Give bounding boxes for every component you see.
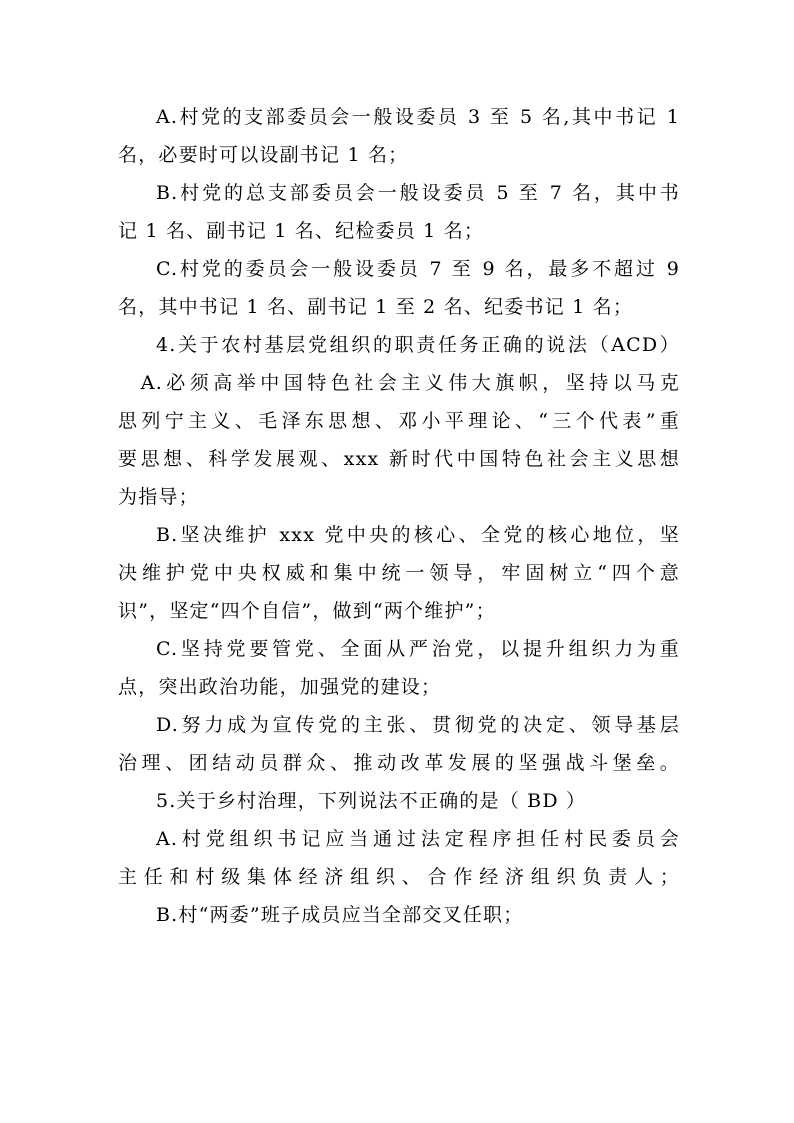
text-line: 要思想、科学发展观、xxx 新时代中国特色社会主义思想 [118, 448, 680, 470]
text-line: A.村党组织书记应当通过法定程序担任村民委员会 [156, 828, 680, 850]
text-line: A.村党的支部委员会一般设委员 3 至 5 名,其中书记 1 [156, 106, 680, 128]
question-heading: 4.关于农村基层党组织的职责任务正确的说法（ACD） [156, 334, 680, 356]
text-line: 治理、团结动员群众、推动改革发展的坚强战斗堡垒。 [118, 752, 680, 774]
text-line: B.村“两委”班子成员应当全部交叉任职； [156, 904, 524, 926]
text-line: 记 1 名、副书记 1 名、纪检委员 1 名； [118, 220, 485, 242]
text-line: 为指导； [118, 486, 199, 508]
text-line: 决维护党中央权威和集中统一领导，牢固树立“四个意 [118, 562, 680, 584]
document-body [118, 98, 680, 934]
text-line: D.努力成为宣传党的主张、贯彻党的决定、领导基层 [156, 714, 680, 736]
text-line: 名，其中书记 1 名、副书记 1 至 2 名、纪委书记 1 名； [118, 296, 634, 318]
text-line: B.村党的总支部委员会一般设委员 5 至 7 名，其中书 [156, 182, 680, 204]
text-line: 名，必要时可以设副书记 1 名； [118, 144, 409, 166]
text-line: 主任和村级集体经济组织、合作经济组织负责人； [118, 866, 680, 888]
text-line: 点，突出政治功能，加强党的建设； [118, 676, 442, 698]
text-line: A.必须高举中国特色社会主义伟大旗帜，坚持以马克 [140, 372, 680, 394]
text-line: C.村党的委员会一般设委员 7 至 9 名，最多不超过 9 [156, 258, 680, 280]
text-line: B.坚决维护 xxx 党中央的核心、全党的核心地位，坚 [156, 524, 680, 546]
question-heading: 5.关于乡村治理，下列说法不正确的是（ BD ） [156, 790, 587, 812]
text-line: 思列宁主义、毛泽东思想、邓小平理论、“三个代表”重 [118, 410, 680, 432]
text-line: 识”，坚定“四个自信”，做到“两个维护”； [118, 600, 496, 622]
text-line: C.坚持党要管党、全面从严治党，以提升组织力为重 [156, 638, 680, 660]
